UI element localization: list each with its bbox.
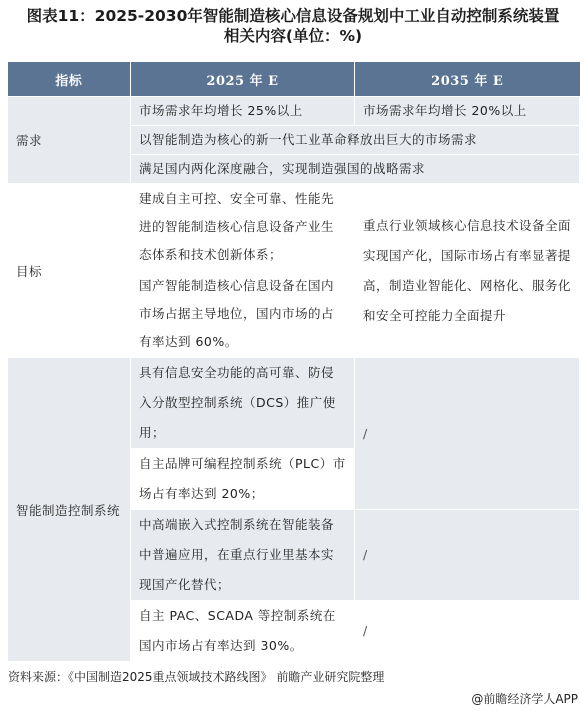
cell-demand-shared-2: 满足国内两化深度融合，实现制造强国的战略需求 xyxy=(131,155,580,184)
brand-bind: @前瞻经济学人APP xyxy=(471,692,578,706)
table-row xyxy=(8,358,580,449)
row-label-demand: 需求 xyxy=(8,97,131,184)
cell-target-2025-b: 国产智能制造核心信息设备在国内市场占据主导地位，国内市场的占有率达到 60%。 xyxy=(131,271,355,358)
cell-control-2025-3: 中高端嵌入式控制系统在智能装备中普遍应用，在重点行业里基本实现国产化替代； xyxy=(131,510,355,601)
cell-control-2025-4: 自主 PAC、SCADA 等控制系统在国内市场占有率达到 30%。 xyxy=(131,601,355,662)
header-2035: 2035 年 E xyxy=(355,62,580,97)
cell-control-2035-1: / xyxy=(355,358,580,510)
cell-control-2025-1: 具有信息安全功能的高可靠、防侵入分散型控制系统（DCS）推广使用； xyxy=(131,358,355,449)
header-2025: 2025 年 E xyxy=(131,62,355,97)
planning-table xyxy=(7,62,580,662)
cell-control-2025-2: 自主品牌可编程控制系统（PLC）市场占有率达到 20%； xyxy=(131,449,355,510)
cell-demand-2025: 市场需求年均增长 25%以上 xyxy=(131,97,355,126)
table-row xyxy=(8,97,580,126)
row-label-control: 智能制造控制系统 xyxy=(8,358,131,662)
title-line-1: 图表11：2025-2030年智能制造核心信息设备规划中工业自动控制系统装置 xyxy=(26,7,560,25)
cell-target-2025-a: 建成自主可控、安全可靠、性能先进的智能制造核心信息设备产业生态体系和技术创新体系； xyxy=(131,184,355,271)
row-label-target: 目标 xyxy=(8,184,131,358)
title-line-2: 相关内容(单位：%) xyxy=(223,27,363,45)
cell-control-2035-3: / xyxy=(355,510,580,601)
cell-demand-shared-1: 以智能制造为核心的新一代工业革命释放出巨大的市场需求 xyxy=(131,126,580,155)
table-row xyxy=(8,184,580,271)
cell-target-2035: 重点行业领域核心信息技术设备全面实现国产化，国际市场占有率显著提高，制造业智能化、网格化、服务化和安全可控能力全面提升 xyxy=(355,184,580,358)
cell-demand-2035: 市场需求年均增长 20%以上 xyxy=(355,97,580,126)
header-indicator: 指标 xyxy=(8,62,131,97)
brand-credit xyxy=(471,690,578,707)
chart-title xyxy=(0,6,586,46)
table-header-row xyxy=(8,62,580,97)
cell-control-2035-4: / xyxy=(355,601,580,662)
source-note: 资料来源：《中国制造2025重点领域技术路线图》 前瞻产业研究院整理 xyxy=(8,670,385,684)
